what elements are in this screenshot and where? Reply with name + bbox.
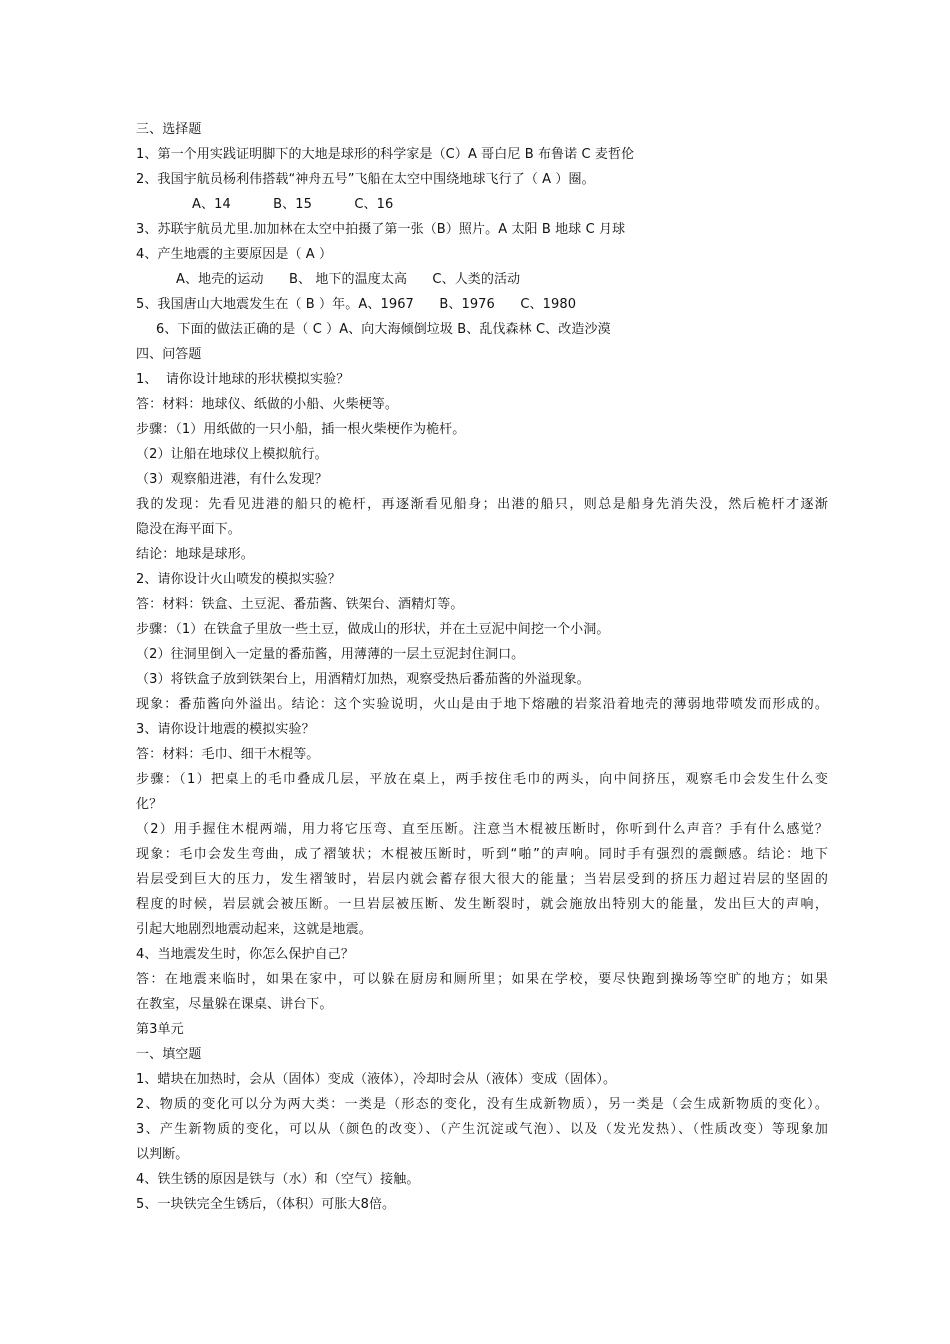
answer-line: 步骤：（1）在铁盒子里放一些土豆，做成山的形状，并在土豆泥中间挖一个小洞。 xyxy=(136,622,610,637)
section-heading-fill: 一、填空题 xyxy=(136,1047,202,1062)
answer-line: 程度的时候，岩层就会被压断。一旦岩层被压断、发生断裂时，就会施放出特别大的能量，发出巨大的声响， xyxy=(136,897,828,912)
answer-line: 引起大地剧烈地震动起来，这就是地震。 xyxy=(136,922,372,937)
answer-line: （3）观察船进港，有什么发现？ xyxy=(136,472,328,487)
answer-line: （3）将铁盒子放到铁架台上，用酒精灯加热，观察受热后番茄酱的外溢现象。 xyxy=(136,672,590,687)
answer-line: 隐没在海平面下。 xyxy=(136,522,241,537)
answer-line: 在教室，尽量躲在课桌、讲台下。 xyxy=(136,997,333,1012)
question-line: 2、我国宇航员杨利伟搭载“神舟五号”飞船在太空中围绕地球飞行了（ A ）圈。 xyxy=(136,172,595,187)
question-line: 4、产生地震的主要原因是（ A ） xyxy=(136,247,333,262)
answer-line: （2）用手握住木棍两端，用力将它压弯、直至压断。注意当木棍被压断时，你听到什么声音？手有什么感觉？ xyxy=(136,822,828,837)
question-line: 3、请你设计地震的模拟实验？ xyxy=(136,722,315,737)
answer-line: 我的发现：先看见进港的船只的桅杆，再逐渐看见船身；出港的船只，则总是船身先消失没，然后桅杆才逐渐 xyxy=(136,497,828,512)
question-line: 4、当地震发生时，你怎么保护自己？ xyxy=(136,947,354,962)
answer-line: 结论：地球是球形。 xyxy=(136,547,254,562)
answer-line: 步骤：（1）用纸做的一只小船，插一根火柴梗作为桅杆。 xyxy=(136,422,466,437)
fill-line: 1、蜡块在加热时，会从（固体）变成（液体），冷却时会从（液体）变成（固体）。 xyxy=(136,1072,617,1087)
answer-line: 答：材料：毛巾、细干木棍等。 xyxy=(136,747,320,762)
question-line: 1、 请你设计地球的形状模拟实验？ xyxy=(136,372,350,387)
question-line: 1、第一个用实践证明脚下的大地是球形的科学家是（C）A 哥白尼 B 布鲁诺 C 麦哲伦 xyxy=(136,147,635,162)
section-heading-choice: 三、选择题 xyxy=(136,122,202,137)
fill-line: 5、一块铁完全生锈后，（体积）可胀大8倍。 xyxy=(136,1197,396,1212)
question-line: 3、苏联宇航员尤里.加加林在太空中拍摄了第一张（B）照片。A 太阳 B 地球 C 月球 xyxy=(136,222,626,237)
question-line: 6、下面的做法正确的是（ C ）A、向大海倾倒垃圾 B、乱伐森林 C、改造沙漠 xyxy=(156,322,611,337)
fill-line: 以判断。 xyxy=(136,1147,189,1162)
question-line: 5、我国唐山大地震发生在（ B ）年。A、1967 B、1976 C、1980 xyxy=(136,297,577,312)
fill-line: 2、物质的变化可以分为两大类：一类是（形态的变化，没有生成新物质），另一类是（会生成新物质的变化）。 xyxy=(136,1097,828,1112)
answer-line: 化？ xyxy=(136,797,163,812)
fill-line: 3、产生新物质的变化，可以从（颜色的改变）、（产生沉淀或气泡）、以及（发光发热）、（性质改变）等现象加 xyxy=(136,1122,828,1137)
fill-line: 4、铁生锈的原因是铁与（水）和（空气）接触。 xyxy=(136,1172,420,1187)
answer-line: （2）往洞里倒入一定量的番茄酱，用薄薄的一层土豆泥封住洞口。 xyxy=(136,647,525,662)
section-heading-qa: 四、问答题 xyxy=(136,347,202,362)
answer-line: 步骤：（1）把桌上的毛巾叠成几层，平放在桌上，两手按住毛巾的两头，向中间挤压，观察毛巾会发生什么变 xyxy=(136,772,828,787)
options-line: A、地壳的运动 B、 地下的温度太高 C、人类的活动 xyxy=(176,272,521,287)
options-line: A、14 B、15 C、16 xyxy=(192,197,394,212)
answer-line: 答：在地震来临时，如果在家中，可以躲在厨房和厕所里；如果在学校，要尽快跑到操场等空旷的地方；如果 xyxy=(136,972,828,987)
answer-line: 岩层受到巨大的压力，发生褶皱时，岩层内就会蓄存很大很大的能量；当岩层受到的挤压力超过岩层的坚固的 xyxy=(136,872,828,887)
unit-heading: 第3单元 xyxy=(136,1022,184,1037)
answer-line: 现象：毛巾会发生弯曲，成了褶皱状；木棍被压断时，听到“啪”的声响。同时手有强烈的震颤感。结论：地下 xyxy=(136,847,828,862)
answer-line: 现象：番茄酱向外溢出。结论：这个实验说明，火山是由于地下熔融的岩浆沿着地壳的薄弱地带喷发而形成的。 xyxy=(136,697,828,712)
question-line: 2、请你设计火山喷发的模拟实验？ xyxy=(136,572,341,587)
answer-line: （2）让船在地球仪上模拟航行。 xyxy=(136,447,328,462)
document-page xyxy=(136,117,828,1217)
answer-line: 答：材料：铁盒、土豆泥、番茄酱、铁架台、酒精灯等。 xyxy=(136,597,464,612)
answer-line: 答：材料：地球仪、纸做的小船、火柴梗等。 xyxy=(136,397,399,412)
